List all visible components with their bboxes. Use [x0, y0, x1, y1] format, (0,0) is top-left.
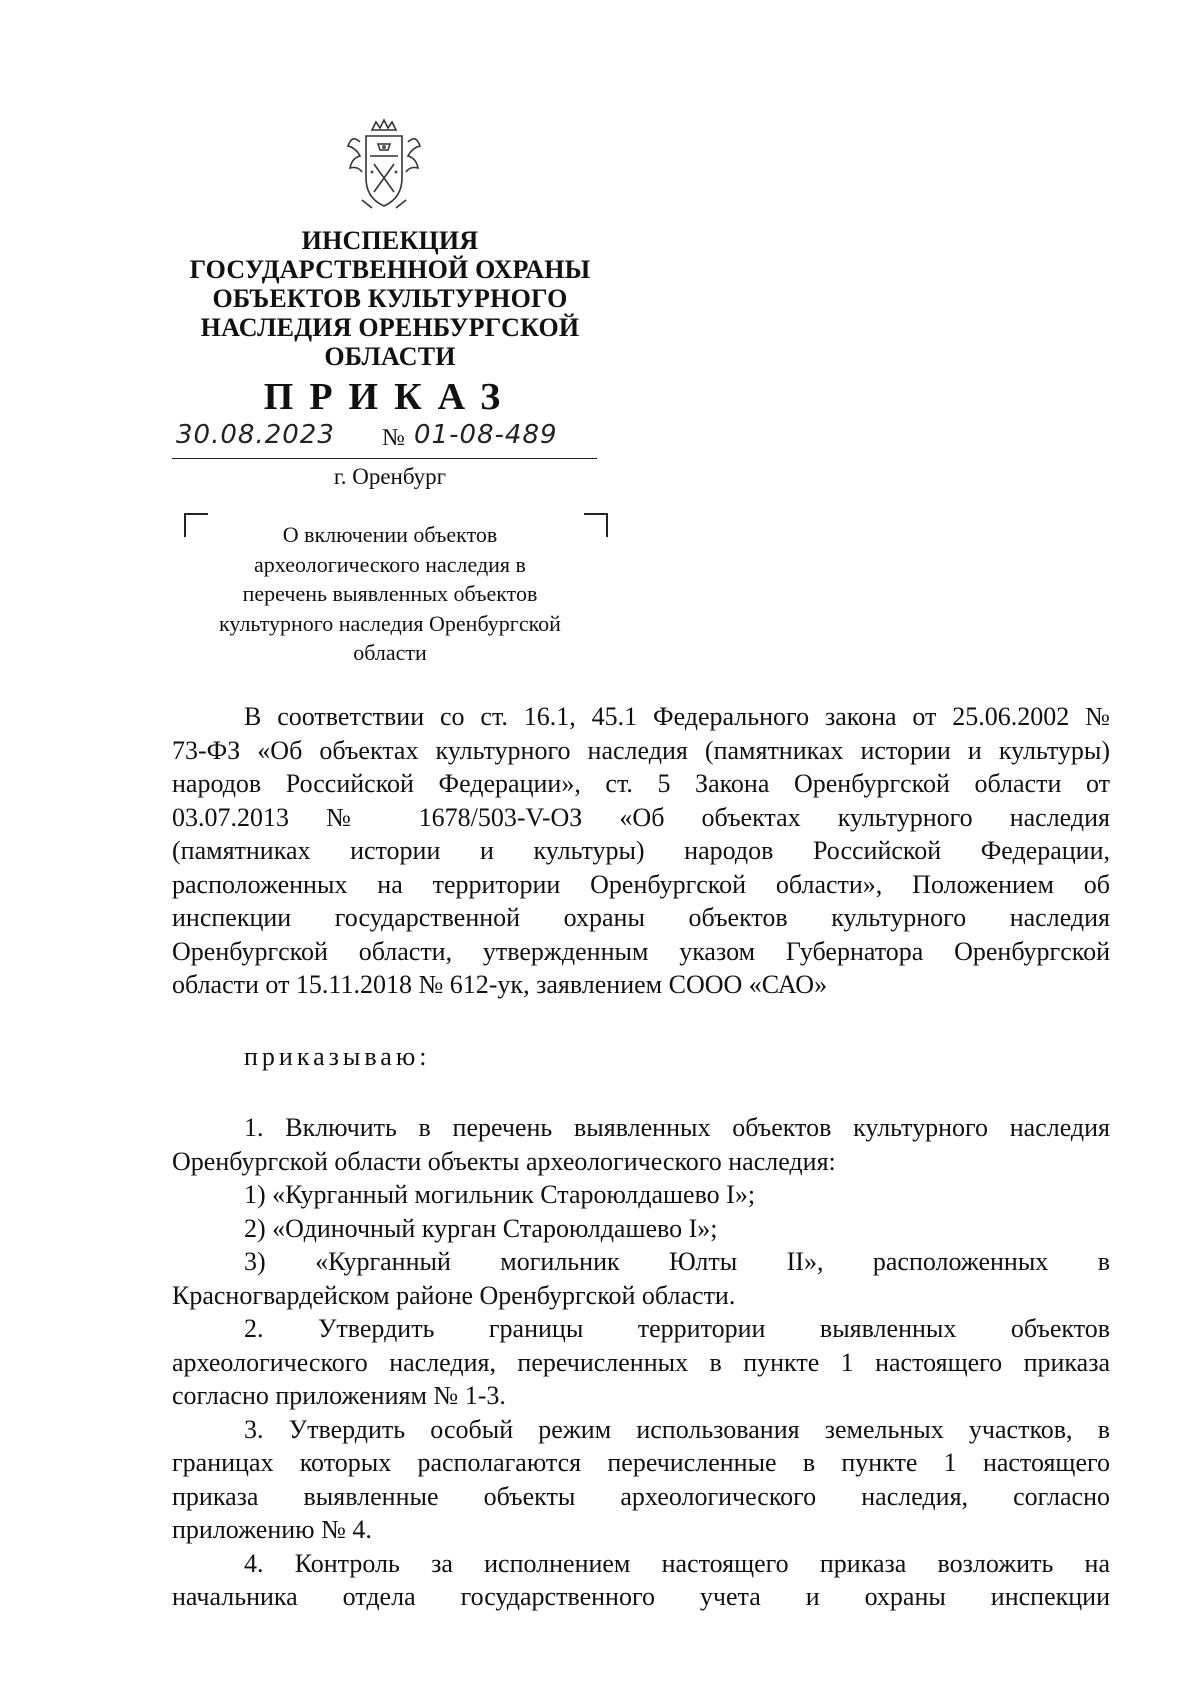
preamble-paragraph: [172, 700, 1110, 1002]
document-type-title: ПРИКАЗ: [263, 376, 517, 418]
item-line: 1. Включить в перечень выявленных объектов культурного наследия: [244, 1113, 1110, 1142]
subject-line: археологического наследия в: [254, 551, 526, 577]
date-underline: [172, 458, 597, 459]
preamble-line: (памятниках истории и культуры) народов Российской Федерации,: [172, 836, 1110, 865]
preamble-line: инспекции государственной охраны объектов культурного наследия: [172, 903, 1110, 932]
org-line: ОБЛАСТИ: [324, 342, 456, 371]
preamble-line: 03.07.2013 № 1678/503-V-ОЗ «Об объектах культурного наследия: [172, 802, 1110, 832]
handwritten-date: 30.08.2023: [176, 420, 335, 450]
org-line: ОБЪЕКТОВ КУЛЬТУРНОГО: [212, 284, 568, 313]
item-line: 2. Утвердить границы территории выявленных объектов: [244, 1314, 1110, 1343]
item-line: приказа выявленные объекты археологического наследия, согласно: [172, 1481, 1110, 1511]
preamble-line: В соответствии со ст. 16.1, 45.1 Федерального закона от 25.06.2002 №: [244, 702, 1110, 731]
item-line: 1) «Курганный могильник Староюлдашево I»;: [244, 1180, 756, 1209]
subject-line: культурного наследия Оренбургской: [219, 610, 561, 636]
org-line: ГОСУДАРСТВЕННОЙ ОХРАНЫ: [189, 255, 591, 284]
handwritten-number: 01-08-489: [414, 420, 558, 450]
document-subject: [190, 520, 590, 668]
order-word: приказываю:: [244, 1041, 431, 1071]
subject-line: О включении объектов: [282, 522, 498, 547]
date-number-line: [172, 420, 602, 460]
item-line: Красногвардейском районе Оренбургской области.: [172, 1280, 736, 1310]
preamble-line: области от 15.11.2018 № 612-ук, заявлением СООО «САО»: [172, 970, 828, 999]
order-items: [172, 1111, 1110, 1614]
preamble-line: 73-ФЗ «Об объектах культурного наследия (памятниках истории и культуры): [172, 735, 1110, 765]
document-body: [172, 700, 1110, 1614]
item-line: 2) «Одиночный курган Староюлдашево I»;: [244, 1213, 718, 1243]
org-line: ИНСПЕКЦИЯ: [301, 226, 479, 255]
preamble-line: расположенных на территории Оренбургской области», Положением об: [172, 869, 1110, 899]
subject-line: перечень выявленных объектов: [242, 581, 538, 606]
item-line: согласно приложениям № 1-3.: [172, 1381, 506, 1410]
item-line: границах которых располагаются перечисленные в пункте 1 настоящего: [172, 1448, 1110, 1477]
city-label: г. Оренбург: [333, 464, 447, 489]
subject-line: области: [353, 640, 427, 665]
preamble-line: Оренбургской области, утвержденным указом Губернатора Оренбургской: [172, 936, 1110, 966]
item-line: Оренбургской области объекты археологического наследия:: [172, 1146, 836, 1176]
coat-of-arms-icon: [342, 116, 426, 212]
preamble-line: народов Российской Федерации», ст. 5 Закона Оренбургской области от: [172, 769, 1110, 798]
item-line: 3) «Курганный могильник Юлты II», расположенных в: [244, 1247, 1110, 1276]
number-sign: №: [382, 425, 405, 451]
item-line: начальника отдела государственного учета и охраны инспекции: [172, 1582, 1110, 1611]
item-line: 3. Утвердить особый режим использования земельных участков, в: [244, 1414, 1110, 1444]
organization-name: [160, 226, 620, 371]
item-line: археологического наследия, перечисленных в пункте 1 настоящего приказа: [172, 1347, 1110, 1377]
org-line: НАСЛЕДИЯ ОРЕНБУРГСКОЙ: [200, 313, 580, 342]
item-line: приложению № 4.: [172, 1515, 372, 1544]
item-line: 4. Контроль за исполнением настоящего приказа возложить на: [244, 1548, 1110, 1578]
